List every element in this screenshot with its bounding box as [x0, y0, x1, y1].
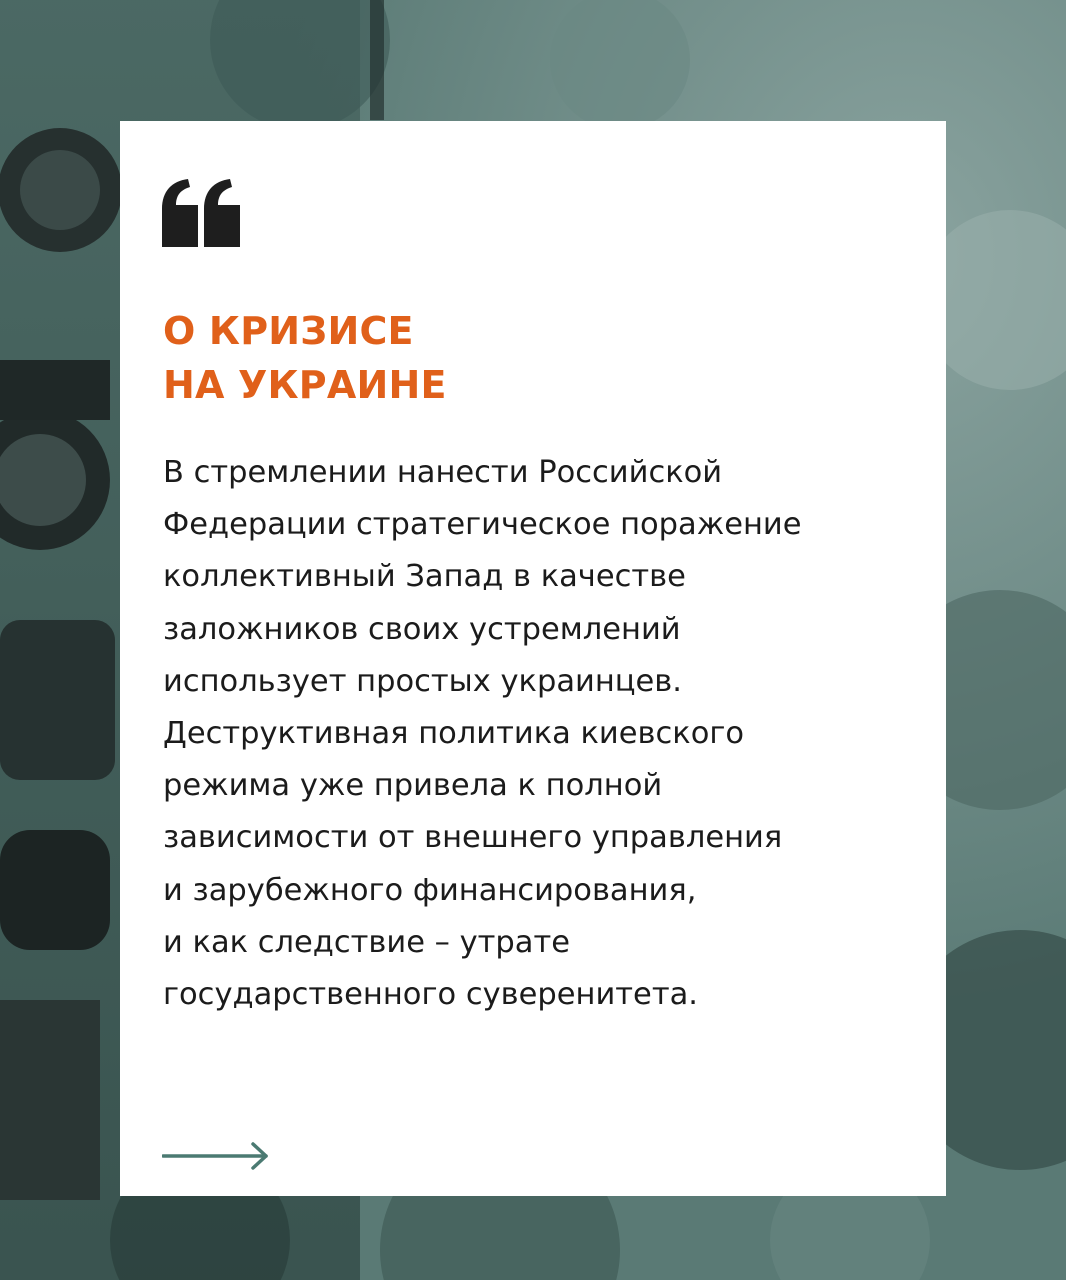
quote-line-1: В стремлении нанести Российской: [163, 455, 723, 490]
arrow-right-icon[interactable]: [162, 1141, 270, 1171]
quote-line-3: коллективный Запад в качестве: [163, 559, 686, 595]
quote-line-7: режима уже привела к полной: [163, 768, 663, 804]
quote-line-9: и зарубежного финансирования,: [163, 872, 697, 908]
quote-card: [120, 121, 946, 1196]
quote-line-2: Федерации стратегическое поражение: [163, 507, 802, 543]
quote-mark-icon: [162, 179, 242, 249]
quote-text: [163, 447, 923, 1021]
quote-line-11: государственного суверенитета.: [163, 977, 698, 1013]
quote-line-8: зависимости от внешнего управления: [163, 820, 783, 856]
heading-line-1: О КРИЗИСЕ: [163, 309, 414, 353]
quote-line-5: использует простых украинцев.: [163, 663, 682, 699]
quote-line-10: и как следствие – утрате: [163, 924, 570, 960]
quote-line-6: Деструктивная политика киевского: [163, 716, 745, 752]
heading-line-2: НА УКРАИНЕ: [163, 363, 447, 407]
quote-line-4: заложников своих устремлений: [163, 611, 681, 647]
heading: [163, 304, 447, 412]
